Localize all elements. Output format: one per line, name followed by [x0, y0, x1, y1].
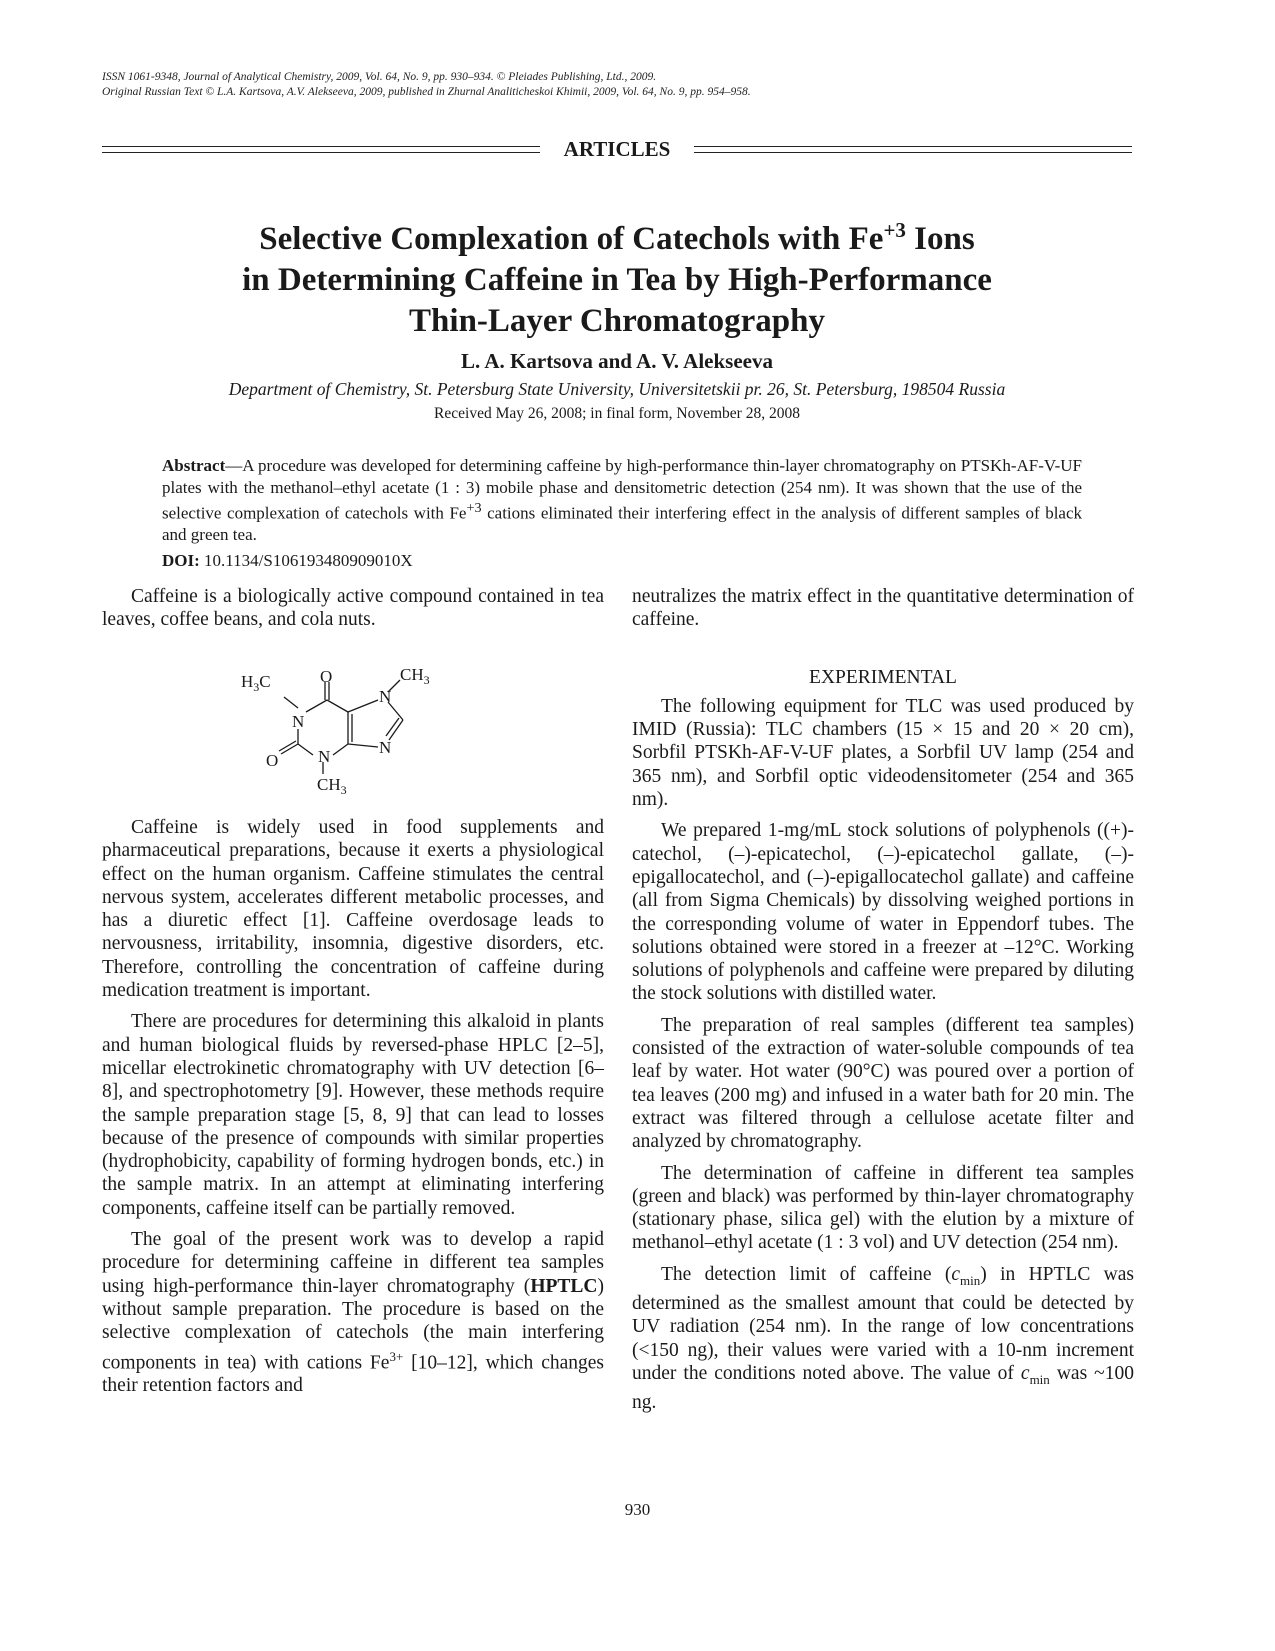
label-n7: N	[379, 687, 392, 706]
label-o-top: O	[320, 667, 333, 686]
article-title	[102, 210, 1132, 342]
label-ch3-right: $CH_3$	[400, 665, 430, 687]
label-h3c-left: $H_3C$	[241, 672, 271, 694]
bond-c4-n9	[348, 744, 378, 747]
abstract	[162, 455, 1082, 546]
abstract-text-2: cations eliminated their interfering effect in the analysis of different samples of black and green tea.	[162, 503, 1083, 545]
right-paragraph-4: The determination of caffeine in different tea samples (green and black) was performed by thin-layer chromatography (stationary phase, silica gel) with the elution by a mixture of methanol–ethyl acetate (1 : 3 vol) and UV detection (254 nm).	[632, 1162, 1134, 1254]
received-dates: Received May 26, 2008; in final form, November 28, 2008	[434, 405, 800, 422]
abstract-superscript: +3	[466, 500, 482, 516]
title-line3: Thin-Layer Chromatography	[409, 303, 825, 339]
page-number: 930	[624, 1500, 651, 1519]
left-paragraph-2: Caffeine is widely used in food supplements and pharmaceutical preparations, because it exerts a physiological effect on the human organism. Caffeine stimulates the central nervous system, accelerates different metabolic processes, and has a diuretic effect [1]. Caffeine overdosage leads to nervousness, irritability, insomnia, digestive disorders, etc. Therefore, controlling the concentration of caffeine during medication treatment is important.	[102, 817, 604, 1002]
title-line1-end: Ions	[905, 221, 975, 257]
abstract-label: Abstract	[162, 456, 226, 475]
title-superscript: +3	[883, 218, 906, 242]
left-paragraph-1: Caffeine is a biologically active compound contained in tea leaves, coffee beans, and cola nuts.	[102, 586, 604, 631]
bond-c5-n7	[348, 700, 378, 712]
label-n3: N	[318, 747, 331, 766]
title-line2: in Determining Caffeine in Tea by High-Performance	[242, 262, 992, 298]
hptlc-abbreviation: HPTLC	[530, 1275, 598, 1297]
affiliation: Department of Chemistry, St. Petersburg State University, Universitetskii pr. 26, St. Petersburg, 198504 Russia	[228, 379, 1006, 399]
label-n1: N	[292, 712, 305, 731]
left-column-top	[102, 585, 604, 640]
authors: L. A. Kartsova and A. V. Alekseeva	[461, 349, 773, 373]
bond-c6-n1	[306, 700, 327, 712]
journal-header-line1: ISSN 1061-9348, Journal of Analytical Chemistry, 2009, Vol. 64, No. 9, pp. 930–934. © Pleiades Publishing, Ltd., 2009.	[102, 71, 657, 83]
title-line1-text: Selective Complexation of Catechols with Fe	[259, 221, 884, 257]
right-paragraph-3: The preparation of real samples (different tea samples) consisted of the extraction of water-soluble compounds of tea leaf by water. Hot water (90°C) was poured over a portion of tea leaves (200 mg) and infused in a water bath for 20 min. The extract was filtered through a cellulose acetate filter and analyzed by chromatography.	[632, 1014, 1134, 1153]
right-paragraph-0: neutralizes the matrix effect in the quantitative determination of caffeine.	[632, 586, 1134, 631]
journal-header-line2: Original Russian Text © L.A. Kartsova, A.V. Alekseeva, 2009, published in Zhurnal Analiticheskoi Khimii, 2009, Vol. 64, No. 9, pp. 954–958.	[102, 86, 751, 98]
caffeine-structure-diagram	[241, 665, 458, 797]
section-heading-bar	[102, 136, 1132, 162]
experimental-heading: EXPERIMENTAL	[809, 666, 957, 688]
left-paragraph-3: There are procedures for determining this alkaloid in plants and human biological fluids by reversed-phase HPLC [2–5], micellar electrokinetic chromatography with UV detection [6–8], and spectrophotometry [9]. However, these methods require the sample preparation stage [5, 8, 9] that can lead to losses because of the presence of compounds with similar properties (hydrophobicity, capability of forming hydrogen bonds, etc.) in the sample matrix. In an attempt at eliminating interfering components, caffeine itself can be partially removed.	[102, 1011, 604, 1219]
label-n9: N	[379, 738, 392, 757]
bond-c8-n9-double	[386, 718, 399, 736]
doi-value: 10.1134/S106193480909010X	[204, 551, 413, 570]
doi	[162, 550, 413, 571]
doi-label: DOI:	[162, 551, 200, 570]
left-paragraph-4: The goal of the present work was to develop a rapid procedure for determining caffeine in different tea samples using high-performance thin-layer chromatography (HPTLC) without sample preparation. The procedure is based on the selective complexation of catechols (the main interfering components in tea) with cations $Fe^{3+}$ [10–12], which changes their retention factors and	[102, 1229, 604, 1397]
left-column-body	[102, 816, 604, 1406]
right-paragraph-2: We prepared 1-mg/mL stock solutions of polyphenols ((+)-catechol, (–)-epicatechol, (–)-epicatechol gallate, (–)-epigallocatechol, and (–)-epigallocatechol gallate) and caffeine (all from Sigma Chemicals) by dissolving weighed portions in the corresponding volume of water in Eppendorf tubes. The solutions obtained were stored in a freezer at –12°C. Working solutions of polyphenols and caffeine were prepared by diluting the stock solutions with distilled water.	[632, 820, 1134, 1005]
right-paragraph-1: The following equipment for TLC was used produced by IMID (Russia): TLC chambers (15 × 15 and 20 × 20 cm), Sorbfil PTSKh-AF-V-UF plates, a Sorbfil UV lamp (254 and 365 nm), and Sorbfil optic videodensitometer (254 and 365 nm).	[632, 695, 1134, 811]
bond-n1-methyl	[284, 697, 298, 708]
bond-n3-c4	[333, 744, 348, 755]
label-ch3-bottom: $CH_3$	[317, 775, 347, 797]
right-column	[632, 585, 1134, 1422]
journal-header	[102, 70, 751, 100]
bond-c2-n3	[298, 744, 313, 755]
abstract-text-1: —A procedure was developed for determining caffeine by high-performance thin-layer chromatography on PTSKh-AF-V-UF plates with the methanol–ethyl acetate (1 : 3) mobile phase and densitometric detection (254 nm). It was shown that the use of the selective complexation of catechols with Fe	[162, 456, 1082, 523]
label-o-left: O	[266, 751, 279, 770]
section-label: ARTICLES	[563, 137, 671, 161]
bond-c6-c5	[327, 700, 348, 712]
right-paragraph-5: The detection limit of caffeine $(c_{min})$ in HPTLC was determined as the smallest amount that could be detected by UV radiation (254 nm). In the range of low concentrations (<150 ng), their values were varied with a 10-nm increment under the conditions noted above. The value of $c_{min}$ was ~100 ng.	[632, 1263, 1134, 1413]
